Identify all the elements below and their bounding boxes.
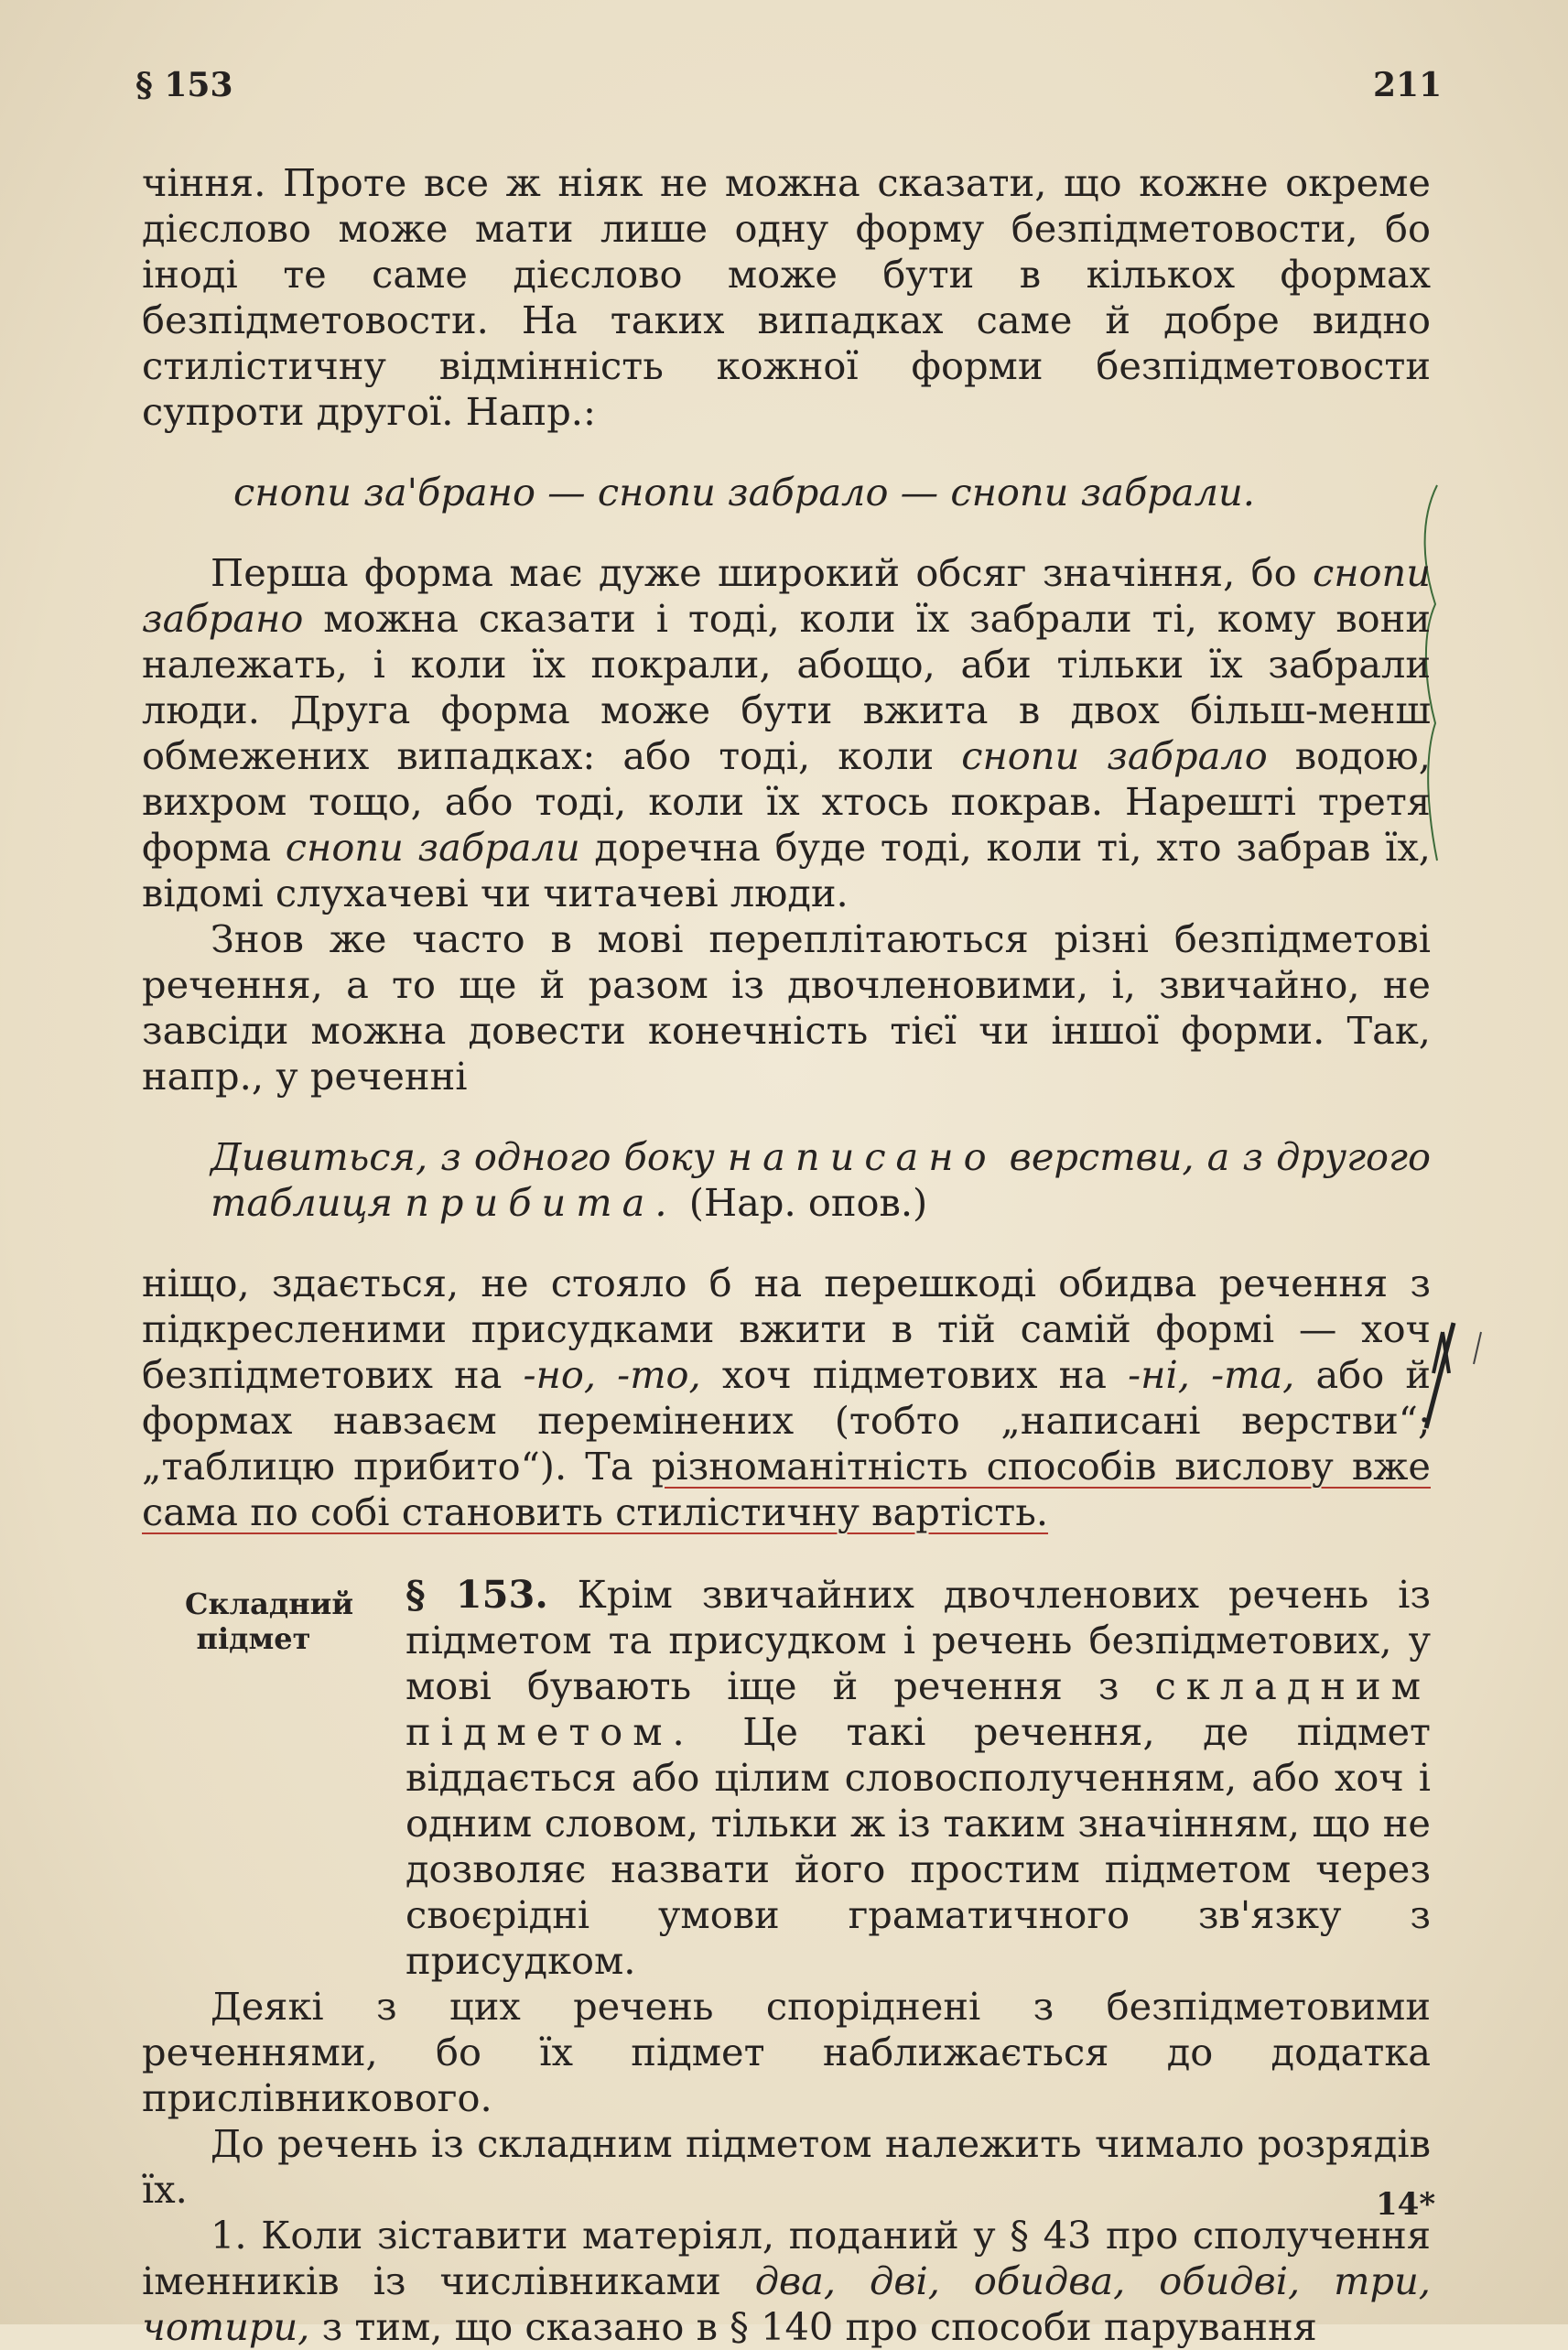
section-153 [142,1572,1431,1984]
paragraph: 1. Коли зіставити матеріял, поданий у § 43 про сполучення іменників із числівниками два, дві, обидва, обидві, три, чотири, з тим, що сказано в § 140 про способи парування [142,2213,1431,2349]
paragraph: ніщо, здається, не стояло б на перешкоді обидва речення з підкресленими присудками вжити в тій самій формі — хоч безпідметових на -но, -то, хоч підметових на -ні, -та, або й формах навзаєм перемінених (тобто „написані верстви“; „таблицю прибито“). Та різноманітність способів вислову вже сама по собі становить стилістичну вартість. [142,1261,1431,1534]
paragraph: Знов же часто в мові переплітаються різні безпідметові речення, а то ще й разом із двочленовими, і, звичайно, не завсіди можна довести конечність тієї чи іншої форми. Так, напр., у реченні [142,916,1431,1099]
paragraph: Перша форма має дуже широкий обсяг значіння, бо снопи забрано можна сказати і тоді, коли їх забрали ті, кому вони належать, і коли їх покрали, абощо, аби тільки їх забрали люди. Друга форма може бути вжита в двох більш-менш обмежених випадках: або тоді, коли снопи забрало водою, вихром тощо, або тоді, коли їх хтось покрав. Нарешті третя форма снопи забрали доречна буде тоді, коли ті, хто забрав їх, відомі слухачеві чи читачеві люди. [142,550,1431,915]
header-section-ref: § 153 [135,66,233,104]
page-number: 211 [1373,66,1443,104]
underlined-phrase: різноманітність способів вислову вже сама по собі становить стилістичну вартість. [142,1444,1431,1534]
example-sentence: снопи за'брано — снопи забрало — снопи забрали. [233,470,1255,514]
paragraph: Деякі з цих речень споріднені з безпідметовими реченнями, бо їх підмет наближається до додатка прислівникового. [142,1984,1431,2120]
side-heading: Складний підмет [185,1587,354,1656]
signature-mark: 14* [1376,2186,1436,2223]
paragraph: До речень із складним підметом належить чимало розрядів їх. [142,2121,1431,2212]
main-text [142,160,1431,2350]
section-number: § 153. [406,1572,548,1617]
paragraph: чіння. Проте все ж ніяк не можна сказати, що кожне окреме дієслово може мати лише одну форму безпідметовости, бо іноді те саме дієслово може бути в кількох формах безпідметовости. На таких випадках саме й добре видно стилістичну відмінність кожної форми безпідметовости супроти другої. Напр.: [142,160,1431,434]
example-quote: Дивиться, з одного боку написано верстви, а з другого таблиця прибита. (Нар. опов.) [211,1134,1431,1225]
paragraph: § 153. Крім звичайних двочленових речень із підметом та присудком і речень безпідметових, у мові бувають іще й речення з складним підметом. Це такі речення, де підмет віддається або цілим словосполученням, або хоч і одним словом, тільки ж із таким значінням, що не дозволяє назвати його простим підметом через своєрідні умови граматичного зв'язку з присудком. [406,1572,1431,1983]
